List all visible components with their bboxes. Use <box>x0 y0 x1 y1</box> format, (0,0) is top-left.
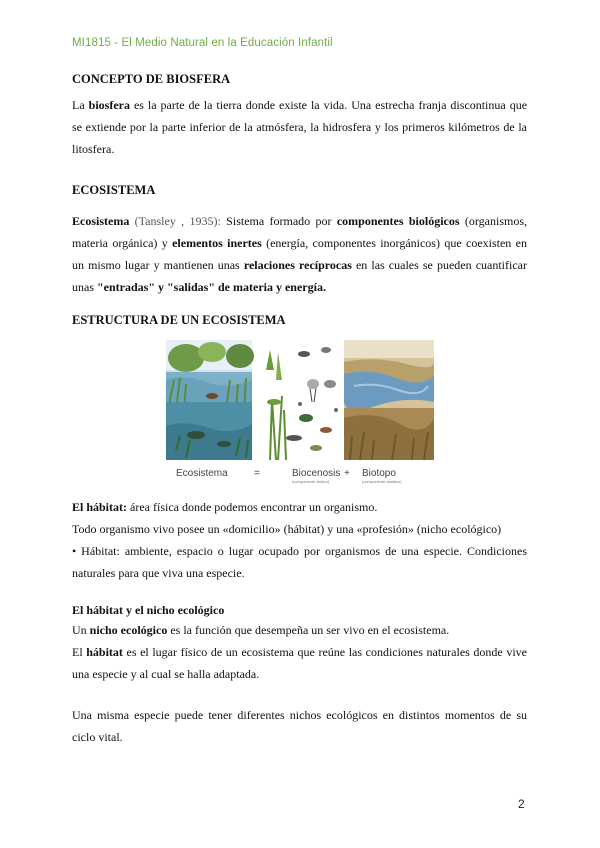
paragraph-line: Todo organismo vivo posee un «domicilio» (hábitat) y una «profesión» (nicho ecológico) <box>72 522 502 536</box>
bold-term: elementos inertes <box>172 236 262 250</box>
bold-term: nicho ecológico <box>89 623 168 637</box>
equals-sign: = <box>254 468 260 479</box>
biotopo-label: Biotopo <box>362 468 396 479</box>
page-number: 2 <box>518 797 525 811</box>
paragraph-line: • Hábitat: ambiente, espacio o lugar ocupado por organismos de una especie. Condiciones <box>72 544 527 558</box>
paragraph-line <box>72 496 527 518</box>
paragraph-line <box>72 276 527 298</box>
bold-term: "entradas" y "salidas" de materia y energía. <box>97 280 326 294</box>
text-run: unas <box>72 280 97 294</box>
paragraph-final <box>72 704 527 748</box>
text-run: El <box>72 645 87 659</box>
paragraph-line: Una misma especie puede tener diferentes nichos ecológicos en distintos momentos de su <box>72 708 527 722</box>
paragraph-line <box>72 641 527 663</box>
paragraph-line: ciclo vital. <box>72 730 123 744</box>
page-header: MI1815 - El Medio Natural en la Educación Infantil <box>72 37 333 49</box>
text-run: (Tansley , 1935): <box>129 214 221 228</box>
text-run: es el lugar físico de un ecosistema que reúne las condiciones naturales donde vive <box>122 645 527 659</box>
paragraph-line <box>72 94 527 116</box>
ecosistema-label: Ecosistema <box>176 468 228 479</box>
biotopo-sublabel: (componente abiótico) <box>362 479 402 484</box>
paragraph-line <box>72 232 527 254</box>
bold-term: Ecosistema <box>72 214 130 228</box>
bold-term: componentes biológicos <box>336 214 460 228</box>
paragraph-line: se extiende por la parte inferior de la atmósfera, la hidrosfera y los primeros kilómetros de la <box>72 120 527 134</box>
section-title-biosfera: CONCEPTO DE BIOSFERA <box>72 72 231 86</box>
biocenosis-label: Biocenosis <box>292 468 341 479</box>
ecosystem-illustration <box>166 340 434 488</box>
paragraph-line <box>72 210 527 232</box>
text-run: Sistema formado por <box>220 214 337 228</box>
text-run: (energía, componentes inorgánicos) que coexisten en <box>261 236 527 250</box>
paragraph-line: una especie y al cual se halla adaptada. <box>72 667 260 681</box>
plus-sign: + <box>344 468 350 479</box>
section-title-ecosistema: ECOSISTEMA <box>72 183 156 197</box>
text-run: un mismo lugar y mantienen unas <box>72 258 244 272</box>
biocenosis-sublabel: (componente biótico) <box>292 479 330 484</box>
paragraph-ecosistema <box>72 210 527 298</box>
paragraph-line <box>72 254 527 276</box>
landscape-panel <box>344 340 434 460</box>
organisms-panel <box>256 340 340 460</box>
paragraph-line <box>72 619 527 641</box>
text-run: área física donde podemos encontrar un organismo. <box>127 500 378 514</box>
paragraph-line: litosfera. <box>72 142 115 156</box>
text-run: en las cuales se pueden cuantificar <box>351 258 527 272</box>
text-run: es la función que desempeña un ser vivo en el ecosistema. <box>167 623 450 637</box>
bold-term: El hábitat: <box>72 500 128 514</box>
text-run: La <box>72 98 89 112</box>
wetland-panel <box>166 340 254 460</box>
bold-term: relaciones recíprocas <box>243 258 352 272</box>
section-title-estructura: ESTRUCTURA DE UN ECOSISTEMA <box>72 313 286 327</box>
paragraph-biosfera <box>72 94 527 160</box>
paragraph-nicho <box>72 619 527 685</box>
paragraph-habitat <box>72 496 527 584</box>
text-run: (organismos, <box>459 214 527 228</box>
text-run: Un <box>72 623 90 637</box>
bold-term: biosfera <box>88 98 130 112</box>
paragraph-line: naturales para que viva una especie. <box>72 566 245 580</box>
section-title-nicho: El hábitat y el nicho ecológico <box>72 603 225 617</box>
bold-term: hábitat <box>86 645 123 659</box>
text-run: materia orgánica) y <box>72 236 173 250</box>
ecosystem-figure <box>166 340 434 488</box>
text-run: es la parte de la tierra donde existe la vida. Una estrecha franja discontinua que <box>129 98 528 112</box>
